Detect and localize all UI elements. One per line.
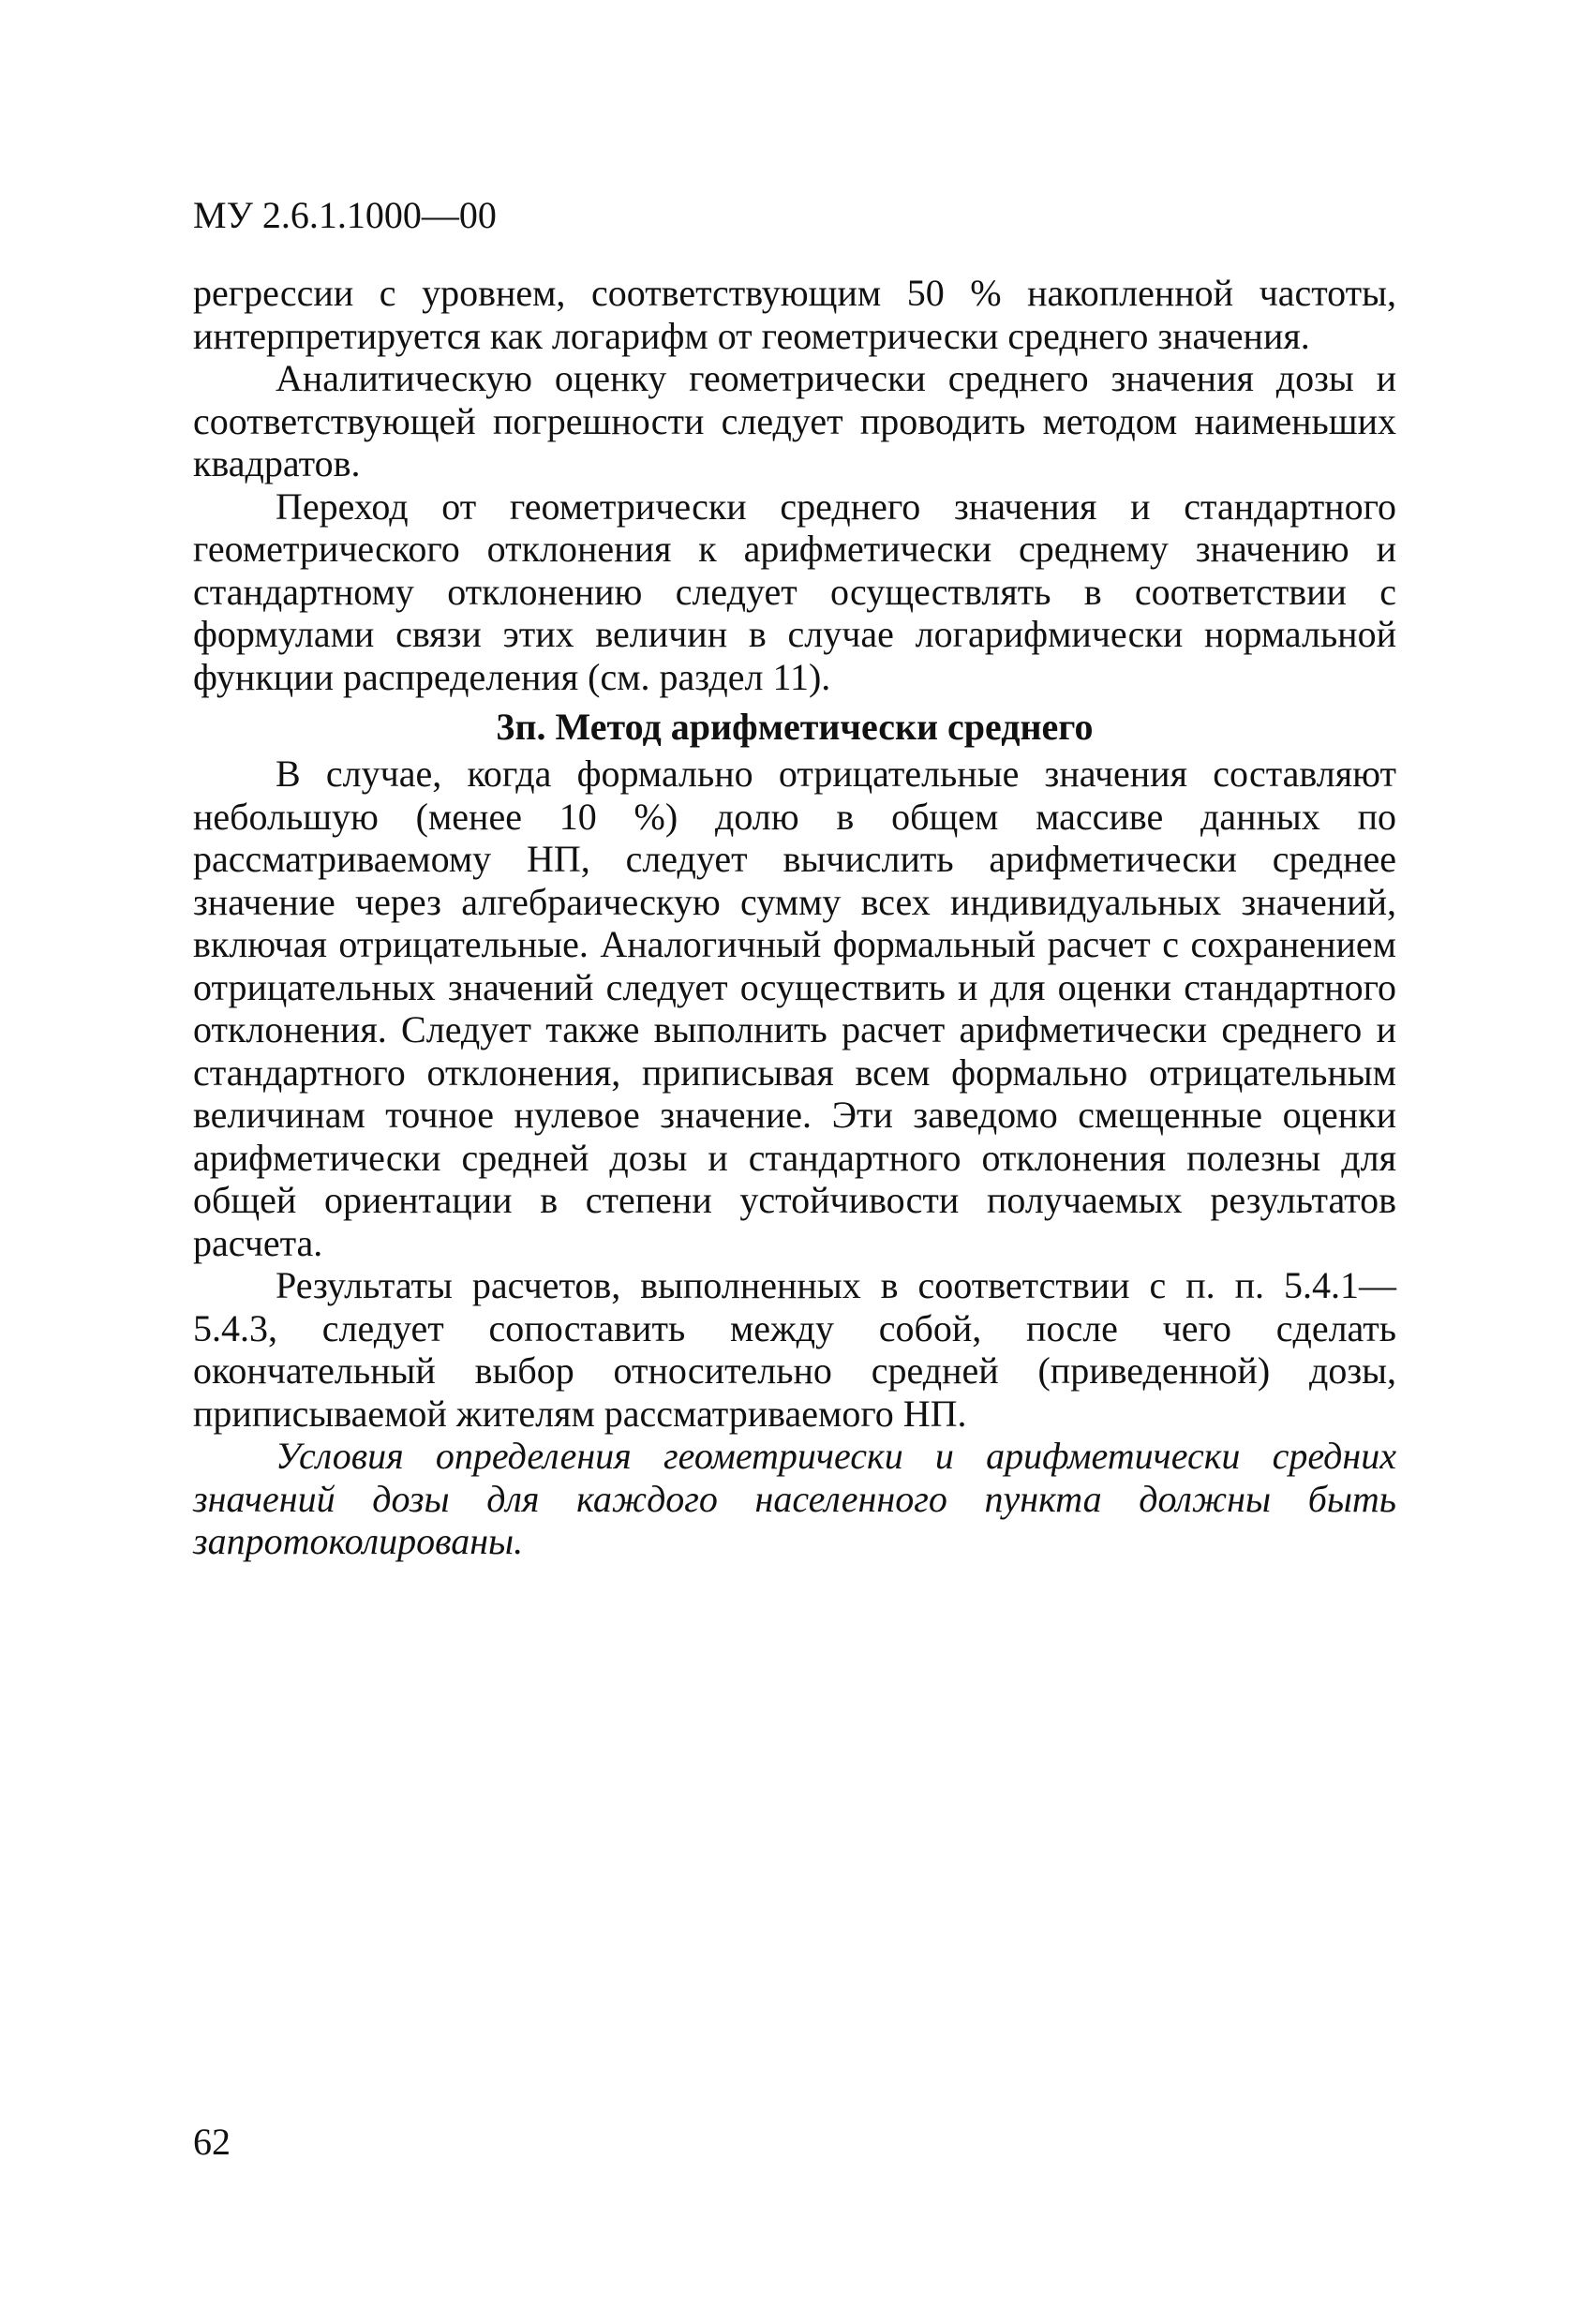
paragraph-analytic-estimate: Аналитическую оценку геометрически среднего значения дозы и соответствующей погрешности следует проводить методом наименьших квадратов. <box>193 357 1396 484</box>
paragraph-italic-note: Условия определения геометрически и арифметически средних значений дозы для каждого населенного пункта должны быть запротоколированы. <box>193 1435 1396 1562</box>
paragraph-transition: Переход от геометрически среднего значения и стандартного геометрического отклонения к арифметически среднему значению и стандартному отклонению следует осуществлять в соответствии с формулами связи этих величин в случае логарифмически нормальной функции распределения (см. раздел 11). <box>193 484 1396 698</box>
running-header-doc-code: МУ 2.6.1.1000—00 <box>193 194 497 236</box>
paragraph-continuation: регрессии с уровнем, соответствующим 50 % накопленной частоты, интерпретируется как логарифм от геометрически среднего значения. <box>193 272 1396 357</box>
paragraph-results-comparison: Результаты расчетов, выполненных в соответствии с п. п. 5.4.1—5.4.3, следует сопоставить между собой, после чего сделать окончательный выбор относительно средней (приведенной) дозы, приписываемой жителям рассматриваемого НП. <box>193 1264 1396 1435</box>
paragraph-negative-values: В случае, когда формально отрицательные значения составляют небольшую (менее 10 %) долю в общем массиве данных по рассматриваемому НП, следует вычислить арифметически среднее значение через алгебраическую сумму всех индивидуальных значений, включая отрицательные. Аналогичный формальный расчет с сохранением отрицательных значений следует осуществить и для оценки стандартного отклонения. Следует также выполнить расчет арифметически среднего и стандартного отклонения, приписывая всем формально отрицательным величинам точное нулевое значение. Эти заведомо смещенные оценки арифметически средней дозы и стандартного отклонения полезны для общей ориентации в степени устойчивости получаемых результатов расчета. <box>193 752 1396 1264</box>
section-heading: 3п. Метод арифметически среднего <box>496 706 1094 748</box>
body-text <box>193 272 1396 1563</box>
page-number: 62 <box>193 2121 231 2163</box>
